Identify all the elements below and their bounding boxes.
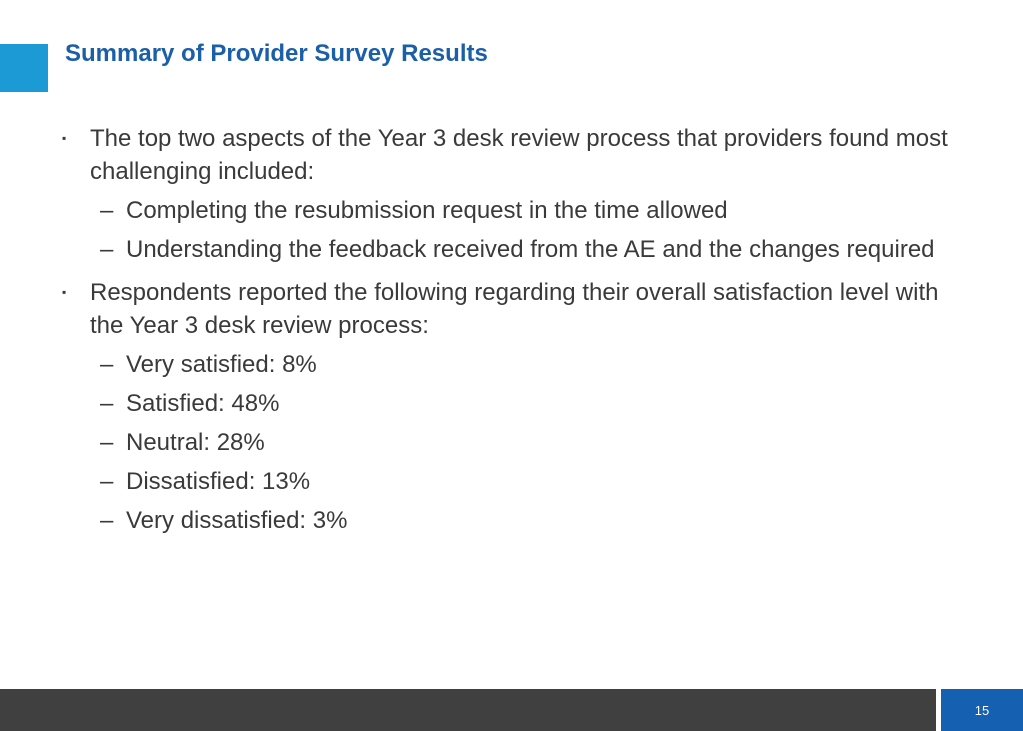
sub-bullet-text: Dissatisfied: 13% — [126, 468, 311, 495]
slide-title: Summary of Provider Survey Results — [65, 40, 488, 67]
sub-bullet-list — [100, 194, 952, 266]
sub-bullet-text: Understanding the feedback received from the AE and the changes required — [126, 236, 935, 263]
square-bullet-icon: ▪ — [62, 131, 67, 145]
square-bullet-icon: ▪ — [62, 285, 67, 299]
sub-bullet-item — [100, 504, 952, 537]
accent-square — [0, 44, 48, 92]
page-number: 15 — [974, 702, 990, 718]
sub-bullet-item — [100, 465, 952, 498]
dash-bullet-icon: – — [100, 236, 114, 263]
sub-bullet-list — [100, 348, 952, 537]
sub-bullet-text: Neutral: 28% — [126, 429, 265, 456]
footer-bar — [0, 689, 936, 731]
dash-bullet-icon: – — [100, 468, 114, 495]
bullet-item — [62, 276, 952, 342]
sub-bullet-text: Very dissatisfied: 3% — [126, 507, 348, 534]
sub-bullet-text: Very satisfied: 8% — [126, 351, 317, 378]
bullet-text: Respondents reported the following regarding their overall satisfaction level with the Year 3 desk review process: — [90, 279, 939, 339]
dash-bullet-icon: – — [100, 351, 114, 378]
dash-bullet-icon: – — [100, 507, 114, 534]
bullet-group-challenges — [62, 122, 952, 266]
dash-bullet-icon: – — [100, 197, 114, 224]
sub-bullet-item — [100, 426, 952, 459]
sub-bullet-item — [100, 194, 952, 227]
sub-bullet-item — [100, 387, 952, 420]
sub-bullet-text: Satisfied: 48% — [126, 390, 280, 417]
dash-bullet-icon: – — [100, 390, 114, 417]
sub-bullet-item — [100, 348, 952, 381]
bullet-group-satisfaction — [62, 276, 952, 537]
bullet-text: The top two aspects of the Year 3 desk review process that providers found most challenging included: — [90, 125, 948, 185]
page-number-box — [941, 689, 1023, 731]
sub-bullet-item — [100, 233, 952, 266]
sub-bullet-text: Completing the resubmission request in the time allowed — [126, 197, 728, 224]
bullet-item — [62, 122, 952, 188]
slide-content — [62, 122, 952, 543]
dash-bullet-icon: – — [100, 429, 114, 456]
